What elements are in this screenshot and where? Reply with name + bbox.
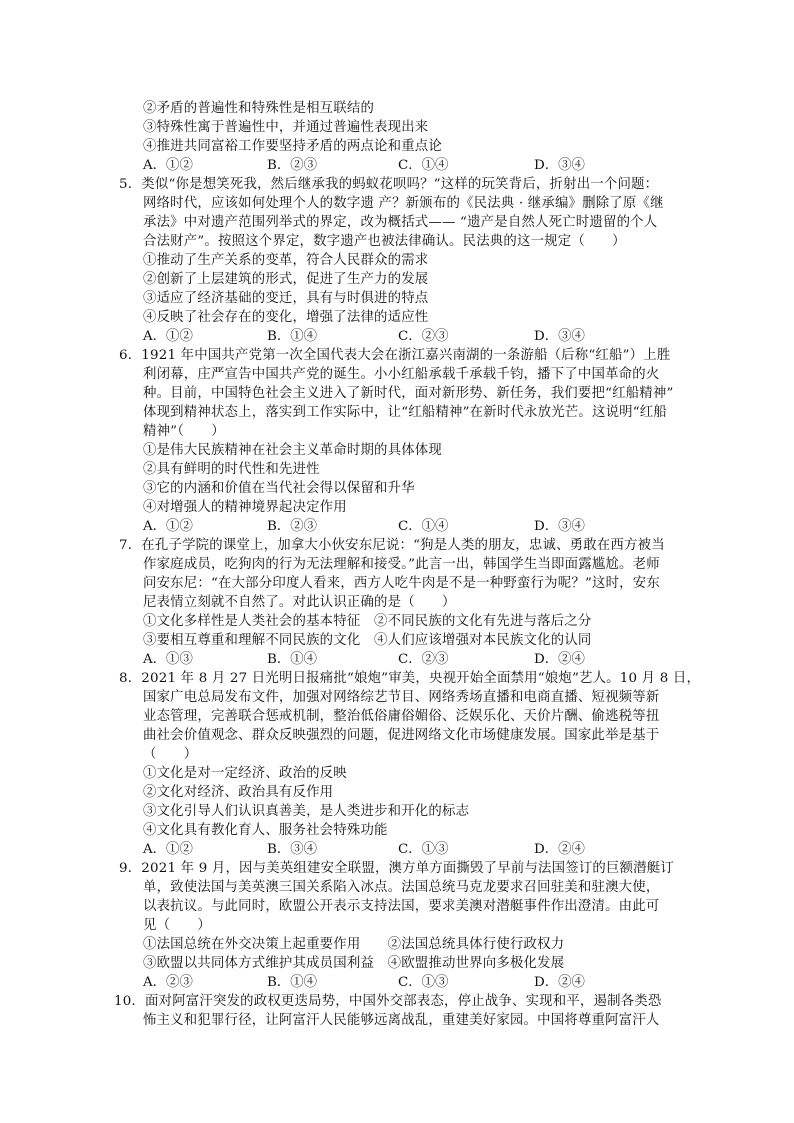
q9-option-b[interactable]: B．①④ <box>267 975 318 990</box>
q5-stem-line-4: 合法财产”。按照这个界定，数字遗产也被法律确认。民法典的这一规定（ ） <box>143 234 626 249</box>
q6-option-d[interactable]: D．③④ <box>534 519 585 534</box>
q7-stem-line-3: 问安东尼：“在大部分印度人看来，西方人吃牛肉是不是一种野蛮行为呢？”这时，安东 <box>143 576 660 591</box>
q8-options <box>143 840 663 859</box>
q6-stem-line-2: 利闭幕，庄严宣告中国共产党的诞生。小小红船承载千承载千钧，播下了中国革命的火 <box>143 367 660 382</box>
q6-stem-line-5: 精神”（ ） <box>143 424 225 439</box>
q7-stem-line-4: 尼表情立刻就不自然了。对此认识正确的是（ ） <box>143 595 456 610</box>
q4-option-a[interactable]: A．①② <box>143 158 193 173</box>
q8-stem-line-4: 曲社会价值观念、群众反映强烈的问题，促进网络文化市场健康发展。国家此举是基于 <box>143 728 660 743</box>
q8-item-3: ③文化引导人们认识真善美，是人类进步和开化的标志 <box>143 804 470 819</box>
q6-stem-line-3: 种。目前，中国特色社会主义进入了新时代，面对新形势、新任务，我们要把“红船精神” <box>143 386 674 401</box>
q6-option-b[interactable]: B．②③ <box>267 519 318 534</box>
q7-stem-line-1: 7．在孔子学院的课堂上，加拿大小伙安东尼说：“狗是人类的朋友，忠诚、勇敢在西方被当 <box>119 538 665 553</box>
q8-item-1: ①文化是对一定经济、政治的反映 <box>143 766 347 781</box>
q5-stem-line-1: 5．类似“你是想笑死我，然后继承我的蚂蚁花呗吗？”这样的玩笑背后，折射出一个问题： <box>119 177 659 192</box>
q5-stem-line-2: 网络时代，应该如何处理个人的数字遗 产？新颁布的《民法典 · 继承编》删除了原《继 <box>143 196 664 211</box>
q5-item-2: ②创新了上层建筑的形式，促进了生产力的发展 <box>143 272 429 287</box>
q8-option-c[interactable]: C．①③ <box>398 842 449 857</box>
q5-option-b[interactable]: B．①④ <box>267 329 318 344</box>
q9-stem-line-4: 见（ ） <box>143 918 211 933</box>
q9-option-a[interactable]: A．②③ <box>143 975 193 990</box>
q9-items-row-2: ③欧盟以共同体方式维护其成员国利益 ④欧盟推动世界向多极化发展 <box>143 956 565 971</box>
q9-option-d[interactable]: D．②④ <box>534 975 585 990</box>
q4-option-d[interactable]: D．③④ <box>534 158 585 173</box>
q8-option-b[interactable]: B．③④ <box>267 842 318 857</box>
q7-option-d[interactable]: D．②④ <box>534 652 585 667</box>
q8-stem-line-5: （ ） <box>143 747 198 762</box>
q4-option-c[interactable]: C．①④ <box>398 158 449 173</box>
q8-stem-line-3: 业态管理，完善联合惩戒机制，整治低俗庸俗媚俗、泛娱乐化、天价片酬、偷逃税等扭 <box>143 709 660 724</box>
q8-option-a[interactable]: A．①② <box>143 842 193 857</box>
q8-stem-line-2: 国家广电总局发布文件，加强对网络综艺节目、网络秀场直播和电商直播、短视频等新 <box>143 690 660 705</box>
q7-options <box>143 650 663 669</box>
q8-item-2: ②文化对经济、政治具有反作用 <box>143 785 334 800</box>
q8-stem-line-1: 8．2021 年 8 月 27 日光明日报痛批“娘炮”审美，央视开始全面禁用“娘炮”艺人。10 月 8 日， <box>119 671 701 686</box>
q6-item-4: ④对增强人的精神境界起决定作用 <box>143 500 347 515</box>
q4-option-b[interactable]: B．②③ <box>267 158 318 173</box>
q6-option-a[interactable]: A．①② <box>143 519 193 534</box>
q5-item-3: ③适应了经济基础的变迁，具有与时俱进的特点 <box>143 291 429 306</box>
q6-options <box>143 517 663 536</box>
q7-items-row-1: ①文化多样性是人类社会的基本特征 ②不同民族的文化有先进与落后之分 <box>143 614 592 629</box>
q4-item-4: ④推进共同富裕工作要坚持矛盾的两点论和重点论 <box>143 139 442 154</box>
q4-options <box>143 156 663 175</box>
q7-option-a[interactable]: A．①③ <box>143 652 193 667</box>
q8-item-4: ④文化具有教化育人、服务社会特殊功能 <box>143 823 388 838</box>
q6-item-1: ①是伟大民族精神在社会主义革命时期的具体体现 <box>143 443 442 458</box>
q5-item-1: ①推动了生产关系的变革，符合人民群众的需求 <box>143 253 429 268</box>
q5-option-a[interactable]: A．①② <box>143 329 193 344</box>
q9-option-c[interactable]: C．①③ <box>398 975 449 990</box>
q6-stem-line-4: 体现到精神状态上，落实到工作实际中，让“红船精神”在新时代永放光芒。这说明“红船 <box>143 405 667 420</box>
q10-stem-line-2: 怖主义和犯罪行径，让阿富汗人民能够远离战乱，重建美好家园。中国将尊重阿富汗人 <box>143 1013 660 1028</box>
q9-stem-line-1: 9．2021 年 9 月，因与美英组建安全联盟，澳方单方面撕毁了早前与法国签订的巨额潜艇订 <box>119 861 674 876</box>
q6-stem-line-1: 6．1921 年中国共产党第一次全国代表大会在浙江嘉兴南湖的一条游船（后称“红船”）上胜 <box>119 348 671 363</box>
q9-stem-line-2: 单，致使法国与美英澳三国关系陷入冰点。法国总统马克龙要求召回驻美和驻澳大使， <box>143 880 660 895</box>
q5-options <box>143 327 663 346</box>
q7-option-c[interactable]: C．②③ <box>398 652 449 667</box>
q10-stem-line-1: 10．面对阿富汗突发的政权更迭局势，中国外交部表态，停止战争、实现和平，遏制各类恐 <box>114 994 662 1009</box>
q4-item-2: ②矛盾的普遍性和特殊性是相互联结的 <box>143 101 375 116</box>
q5-option-d[interactable]: D．③④ <box>534 329 585 344</box>
q7-option-b[interactable]: B．①④ <box>267 652 318 667</box>
q8-option-d[interactable]: D．②④ <box>534 842 585 857</box>
q6-option-c[interactable]: C．①④ <box>398 519 449 534</box>
q6-item-3: ③它的内涵和价值在当代社会得以保留和升华 <box>143 481 415 496</box>
q5-option-c[interactable]: C．②③ <box>398 329 449 344</box>
q5-item-4: ④反映了社会存在的变化，增强了法律的适应性 <box>143 310 429 325</box>
q9-stem-line-3: 以表抗议。与此同时，欧盟公开表示支持法国，要求美澳对潜艇事件作出澄清。由此可 <box>143 899 660 914</box>
q9-items-row-1: ①法国总统在外交决策上起重要作用 ②法国总统具体行使行政权力 <box>143 937 565 952</box>
q5-stem-line-3: 承法》中对遗产范围列举式的界定，改为概括式—— “遗产是自然人死亡时遗留的个人 <box>143 215 658 230</box>
q7-stem-line-2: 作家庭成员，吃狗肉的行为无法理解和接受。”此言一出，韩国学生当即面露尴尬。老师 <box>143 557 660 572</box>
q6-item-2: ②具有鲜明的时代性和先进性 <box>143 462 320 477</box>
q9-options <box>143 973 663 992</box>
q7-items-row-2: ③要相互尊重和理解不同民族的文化 ④人们应该增强对本民族文化的认同 <box>143 633 592 648</box>
q4-item-3: ③特殊性寓于普遍性中，并通过普遍性表现出来 <box>143 120 429 135</box>
